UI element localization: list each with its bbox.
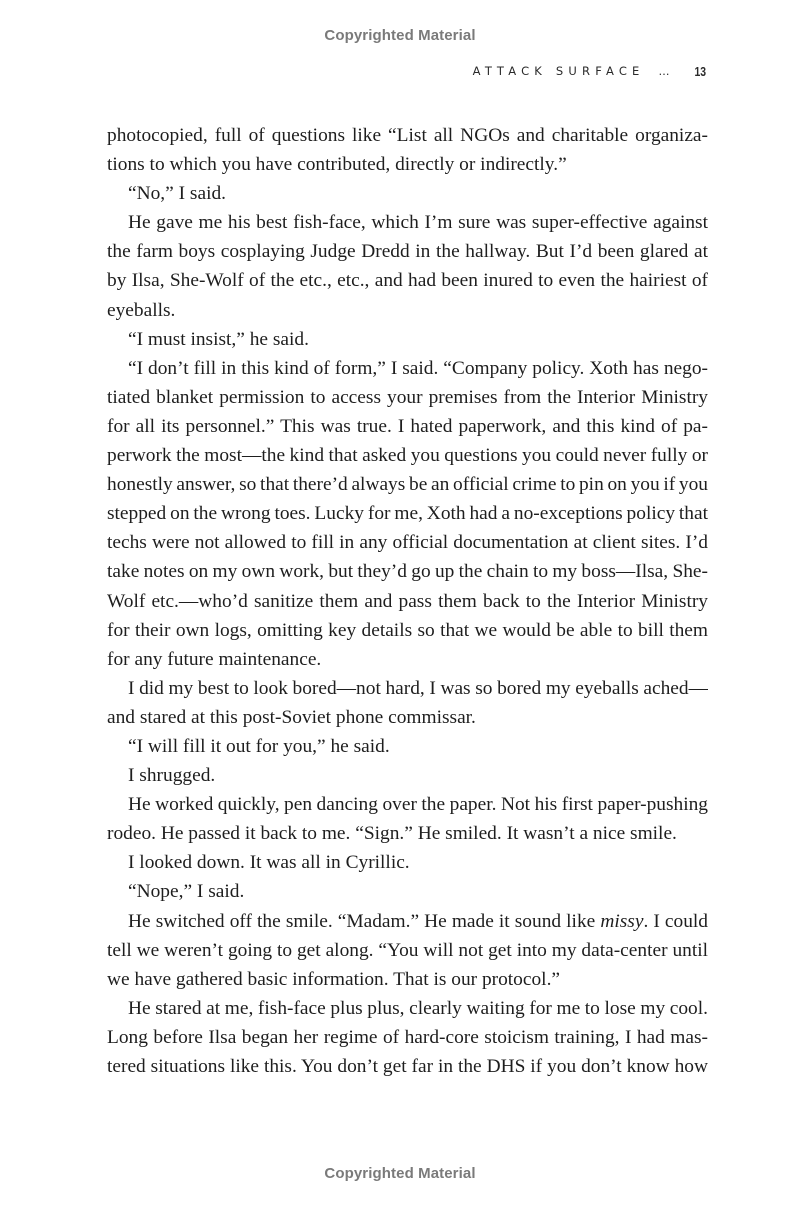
- text-line: “No,” I said.: [128, 183, 226, 205]
- text-line: the farm boys cosplaying Judge Dredd in the hallway. But I’d been glared at: [107, 241, 708, 263]
- text-line: take notes on my own work, but they’d go up the chain to my boss—Ilsa, She-: [107, 561, 708, 583]
- text-line: tell we weren’t going to get along. “You will not get into my data-center until: [107, 939, 708, 961]
- text-line: “I must insist,” he said.: [128, 328, 309, 350]
- text-line: “Nope,” I said.: [128, 881, 245, 903]
- text-line: photocopied, full of questions like “List all NGOs and charitable organiza-: [107, 125, 708, 146]
- text-line: He stared at me, fish-face plus plus, clearly waiting for me to lose my cool.: [128, 997, 708, 1019]
- text-line: tions to which you have contributed, directly or indirectly.”: [107, 154, 567, 176]
- text-line: eyeballs.: [107, 299, 176, 321]
- text-line: honestly answer, so that there’d always be an official crime to pin on you if you: [107, 474, 708, 496]
- running-head: [473, 62, 707, 80]
- text-line: [107, 907, 708, 936]
- italic-emphasis: missy: [600, 910, 644, 932]
- text-line: for their own logs, omitting key details so that we would be able to bill them: [107, 619, 708, 641]
- text-line: rodeo. He passed it back to me. “Sign.” He smiled. It wasn’t a nice smile.: [107, 823, 677, 845]
- body-text: [107, 121, 708, 1081]
- text-line: “I don’t fill in this kind of form,” I said. “Company policy. Xoth has nego-: [128, 357, 708, 379]
- text-line: for any future maintenance.: [107, 648, 322, 670]
- text-line: Wolf etc.—who’d sanitize them and pass them back to the Interior Ministry: [107, 590, 708, 612]
- text-line: stepped on the wrong toes. Lucky for me, Xoth had a no-exceptions policy that: [107, 503, 708, 525]
- text-line: we have gathered basic information. That is our protocol.”: [107, 968, 561, 990]
- text-line: I looked down. It was all in Cyrillic.: [128, 852, 410, 874]
- text-line: for all its personnel.” This was true. I hated paperwork, and this kind of pa-: [107, 415, 708, 437]
- text-line: tiated blanket permission to access your premises from the Interior Ministry: [107, 386, 708, 408]
- text-line: I did my best to look bored—not hard, I was so bored my eyeballs ached—: [128, 677, 708, 699]
- text-line: I shrugged.: [128, 765, 216, 787]
- text-line: techs were not allowed to fill in any official documentation at client sites. I’d: [107, 532, 708, 554]
- running-head-title: ATTACK SURFACE: [472, 64, 645, 78]
- text-segment: . I could: [643, 910, 708, 932]
- text-line: Long before Ilsa began her regime of hard-core stoicism training, I had mas-: [107, 1026, 708, 1048]
- text-line: by Ilsa, She-Wolf of the etc., etc., and had been inured to even the hairiest of: [107, 270, 708, 292]
- text-line: perwork the most—the kind that asked you questions you could never fully or: [107, 445, 708, 467]
- copyright-watermark-top: Copyrighted Material: [324, 27, 476, 44]
- text-line: “I will fill it out for you,” he said.: [128, 735, 390, 757]
- text-line: He worked quickly, pen dancing over the paper. Not his first paper-pushing: [128, 794, 708, 816]
- text-line: tered situations like this. You don’t get far in the DHS if you don’t know how: [107, 1056, 708, 1077]
- running-head-separator: …: [658, 64, 671, 78]
- page-number: 13: [693, 63, 706, 79]
- text-line: He gave me his best fish-face, which I’m sure was super-effective against: [128, 212, 708, 234]
- copyright-watermark-bottom: Copyrighted Material: [324, 1165, 476, 1182]
- text-line: and stared at this post-Soviet phone commissar.: [107, 706, 476, 728]
- text-segment: He switched off the smile. “Madam.” He made it sound like: [128, 910, 601, 932]
